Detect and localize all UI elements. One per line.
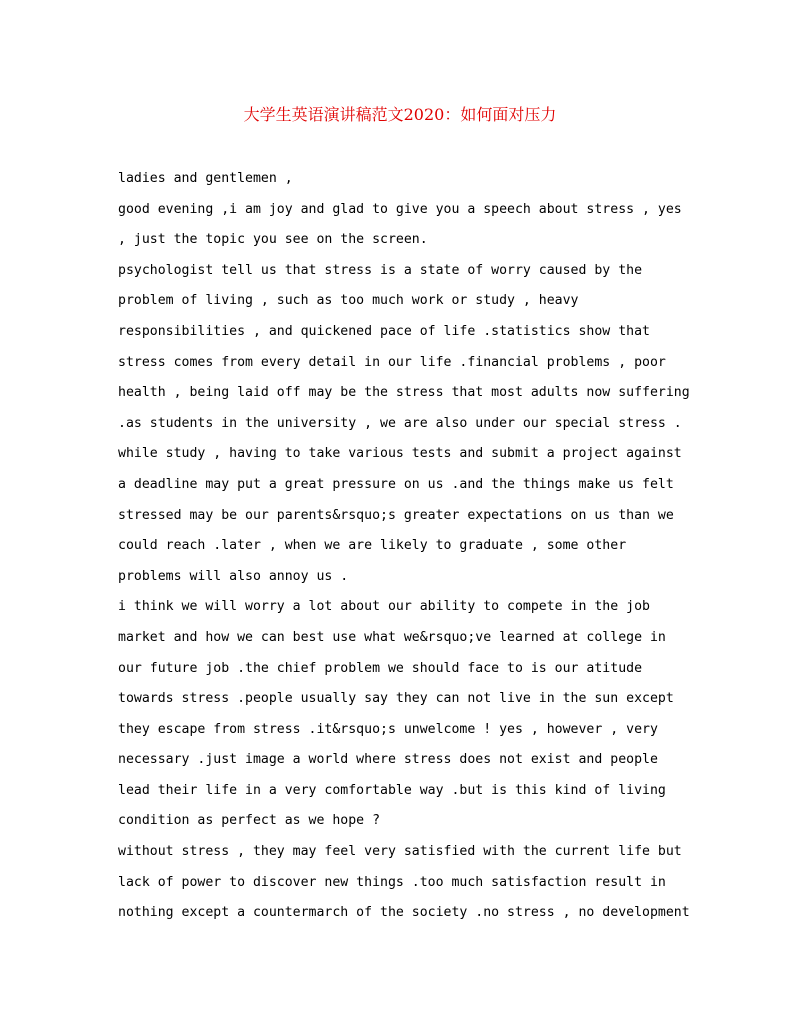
text-line: health , being laid off may be the stress that most adults now suffering [118, 385, 690, 401]
text-line: stressed may be our parents&rsquo;s greater expectations on us than we [118, 507, 674, 523]
text-line: necessary .just image a world where stress does not exist and people [118, 752, 658, 768]
text-line: nothing except a countermarch of the society .no stress , no development [118, 905, 690, 921]
text-line: responsibilities , and quickened pace of life .statistics show that [118, 323, 650, 339]
text-line: problems will also annoy us . [118, 568, 349, 584]
text-line: psychologist tell us that stress is a state of worry caused by the [118, 262, 643, 278]
document-title: 大学生英语演讲稿范文2020：如何面对压力 [243, 105, 557, 124]
text-line: , just the topic you see on the screen. [118, 232, 428, 248]
text-line: without stress , they may feel very satisfied with the current life but [118, 844, 682, 860]
text-line: condition as perfect as we hope ? [118, 813, 381, 829]
text-line: lack of power to discover new things .too much satisfaction result in [118, 874, 666, 890]
text-line: stress comes from every detail in our life .financial problems , poor [118, 354, 666, 370]
text-line: i think we will worry a lot about our ability to compete in the job [118, 599, 650, 615]
text-line: they escape from stress .it&rsquo;s unwelcome ! yes , however , very [118, 721, 658, 737]
text-line: our future job .the chief problem we should face to is our atitude [118, 660, 643, 676]
text-line: .as students in the university , we are also under our special stress . [118, 415, 682, 431]
text-line: while study , having to take various tests and submit a project against [118, 446, 682, 462]
text-line: could reach .later , when we are likely to graduate , some other [118, 538, 627, 554]
text-line: towards stress .people usually say they can not live in the sun except [118, 691, 674, 707]
text-line: problem of living , such as too much work or study , heavy [118, 293, 579, 309]
text-line: lead their life in a very comfortable way .but is this kind of living [118, 782, 666, 798]
document-body [118, 164, 690, 929]
text-line: good evening ,i am joy and glad to give you a speech about stress , yes [118, 201, 682, 217]
text-line: a deadline may put a great pressure on us .and the things make us felt [118, 476, 674, 492]
text-line: market and how we can best use what we&rsquo;ve learned at college in [118, 629, 666, 645]
text-line: ladies and gentlemen , [118, 171, 293, 186]
